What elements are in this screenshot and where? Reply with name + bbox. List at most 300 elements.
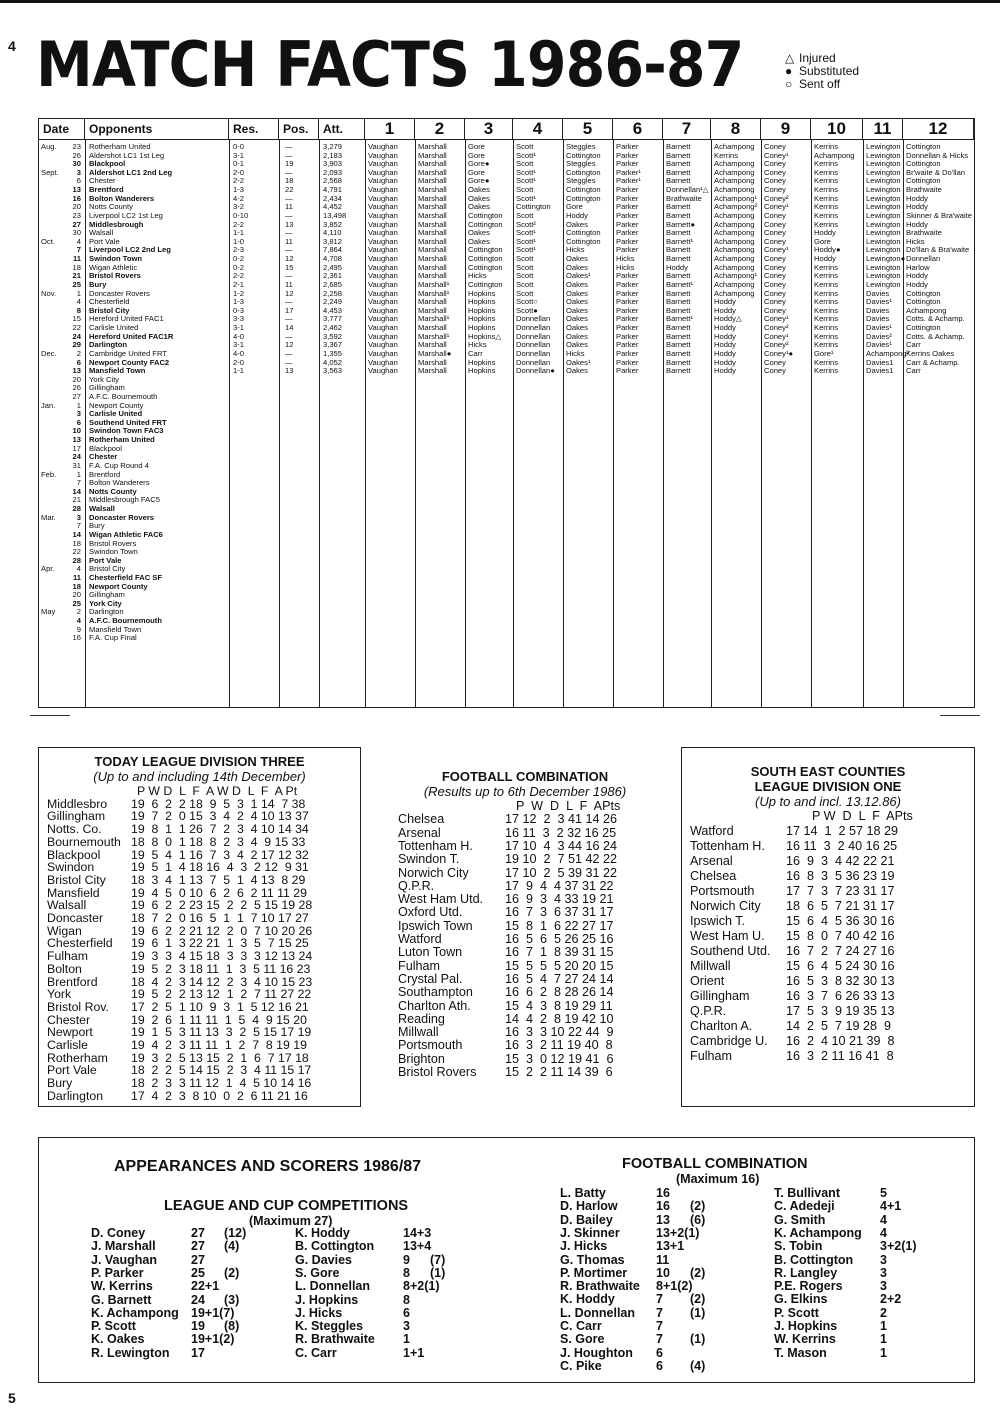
divider-right: [940, 715, 980, 716]
match-player: Kerrins: [814, 159, 839, 169]
sec-subtitle: (Up to and incl. 13.12.86): [755, 794, 901, 809]
match-player: Barnett: [666, 271, 691, 281]
match-player: Coney: [764, 305, 786, 315]
south-east-counties-box: [681, 747, 975, 1107]
match-player: Oakes: [468, 193, 490, 203]
match-player: Marshall: [418, 176, 447, 186]
team-name: Charlton Ath.: [398, 998, 471, 1013]
match-player: Parker: [616, 193, 639, 203]
match-player: Coney: [764, 297, 786, 307]
player-apps: 27: [191, 1226, 205, 1240]
match-player: Scott: [516, 288, 534, 298]
match-player: Cottington: [906, 159, 941, 169]
match-player: Hoddy: [566, 210, 588, 220]
match-opponent: Aldershot LC1 1st Leg: [89, 150, 165, 160]
match-result: 2-2: [233, 271, 244, 281]
match-row: [39, 583, 974, 592]
team-stats: 16 7 1 8 39 31 15: [505, 945, 614, 960]
match-player: Kerrins: [814, 193, 839, 203]
match-row: [39, 453, 974, 462]
match-player: Achampong: [714, 176, 755, 186]
match-opponent: Wigan Athletic: [89, 262, 138, 272]
team-stats: 16 6 2 8 28 26 14: [505, 985, 614, 1000]
match-player: Oakes: [566, 305, 588, 315]
match-player: Hoddy: [714, 305, 736, 315]
player-name: L. Donnellan: [295, 1279, 370, 1294]
player-apps: 27: [191, 1252, 205, 1267]
team-name: Arsenal: [398, 825, 441, 840]
team-stats: 18 7 2 0 16 5 1 1 7 10 17 27: [131, 911, 309, 925]
match-player: Barnett●: [666, 219, 696, 229]
team-name: Swindon T.: [398, 852, 460, 867]
match-day: 24: [72, 331, 81, 341]
match-player: Cottington: [566, 236, 601, 246]
team-name: Q.P.R.: [690, 1004, 727, 1018]
match-player: Hopkins: [468, 357, 496, 367]
match-player: Oakes: [566, 340, 588, 350]
player-name: K. Steggles: [295, 1319, 364, 1334]
team-name: Watford: [690, 824, 734, 838]
match-result: 0-1: [233, 159, 244, 169]
match-player: Marshall: [418, 236, 447, 246]
player-apps: 7: [656, 1319, 663, 1333]
match-player: Parker: [616, 159, 639, 169]
match-row: [39, 436, 974, 445]
match-player: Lewington: [866, 185, 901, 195]
match-player: Donnellan: [516, 331, 551, 341]
match-player: Achampong: [714, 245, 755, 255]
match-player: Achampong: [714, 262, 755, 272]
match-result: 0-3: [233, 305, 244, 315]
match-opponent: Gillingham: [89, 383, 125, 393]
match-player: Coney: [764, 279, 786, 289]
header-player-7: 7: [663, 119, 711, 139]
match-attendance: 2,183: [323, 150, 343, 160]
match-player: Gore●: [468, 159, 490, 169]
team-stats: 19 3 3 4 15 18 3 3 3 12 13 24: [131, 949, 313, 964]
header-att: Att.: [319, 119, 365, 139]
match-player: Coney¹: [764, 331, 789, 341]
match-opponent: Chesterfield: [89, 297, 130, 307]
player-name: J. Vaughan: [91, 1252, 157, 1267]
player-name: S. Gore: [560, 1332, 605, 1347]
player-goals: (6): [690, 1212, 706, 1227]
team-stats: 18 2 3 3 11 12 1 4 5 10 14 16: [131, 1076, 312, 1091]
match-position: —: [285, 271, 293, 281]
match-player: Scott: [516, 142, 534, 151]
match-attendance: 7,864: [323, 245, 343, 255]
match-attendance: 3,903: [323, 159, 343, 169]
match-player: Gore: [468, 150, 485, 160]
team-name: Reading: [398, 1011, 445, 1026]
match-player: Vaughan: [368, 279, 398, 289]
match-player: Skinner & Bra'waite: [906, 210, 973, 220]
match-result: 2-2: [233, 219, 244, 229]
match-player: Oakes: [566, 262, 588, 272]
match-result: 2-1: [233, 279, 244, 289]
header-opponents: Opponents: [85, 119, 229, 139]
player-goals: (2): [690, 1292, 706, 1307]
match-day: 16: [72, 193, 81, 203]
match-player: Cottington: [906, 288, 941, 298]
player-goals: (2): [690, 1199, 706, 1214]
match-opponent: Bristol Rovers: [89, 538, 137, 548]
match-attendance: 3,279: [323, 142, 343, 151]
match-player: Vaughan: [368, 245, 398, 255]
match-player: Parker: [616, 357, 639, 367]
match-opponent: Mansfield Town: [89, 366, 146, 376]
match-result: 4-2: [233, 193, 244, 203]
match-attendance: 2,495: [323, 262, 343, 272]
match-player: Parker: [616, 366, 639, 376]
match-row: [39, 419, 974, 428]
player-apps: 3: [880, 1279, 887, 1294]
player-apps: 19+1(7): [191, 1305, 235, 1320]
match-day: 11: [72, 573, 81, 582]
page-title: MATCH FACTS 1986-87: [36, 28, 744, 101]
team-stats: 16 11 3 2 32 16 25: [505, 825, 617, 840]
match-player: Gore: [566, 202, 583, 212]
match-player: Lewington: [866, 245, 901, 255]
match-player: Kerrins: [814, 262, 839, 272]
team-stats: 16 3 3 10 22 44 9: [505, 1025, 614, 1040]
match-month: Oct.: [41, 236, 55, 246]
player-name: C. Carr: [295, 1345, 337, 1360]
match-player: Cottington: [468, 279, 503, 289]
match-month: Jan.: [41, 400, 56, 410]
match-player: Hoddy△: [714, 314, 742, 324]
match-player: Coney: [764, 271, 786, 281]
player-name: J. Houghton: [560, 1345, 633, 1360]
team-stats: 16 5 4 7 27 24 14: [505, 971, 614, 986]
player-name: C. Pike: [560, 1358, 602, 1373]
match-day: 8: [76, 305, 81, 315]
team-stats: 15 4 3 8 19 29 11: [505, 998, 613, 1013]
match-row: [39, 393, 974, 402]
match-row: [39, 617, 974, 626]
header-date: Date: [39, 119, 85, 139]
match-player: Hoddy: [814, 228, 836, 238]
match-player: Coney: [764, 228, 786, 238]
combination-apps-title: FOOTBALL COMBINATION: [622, 1156, 808, 1172]
match-player: Kerrins: [814, 210, 839, 220]
match-player: Cotts. & Achamp.: [906, 314, 965, 324]
table-header: P W D L F A W D L F A Pt: [137, 784, 298, 798]
team-name: Tottenham H.: [398, 838, 473, 853]
team-stats: 16 3 2 11 19 40 8: [505, 1038, 613, 1053]
team-name: Blackpool: [47, 847, 101, 862]
team-name: Chelsea: [398, 812, 445, 827]
match-row: [39, 462, 974, 471]
player-goals: (12): [224, 1226, 247, 1240]
player-apps: 13: [656, 1212, 670, 1227]
team-name: Norwich City: [690, 899, 761, 913]
match-attendance: 4,708: [323, 254, 343, 264]
match-position: —: [285, 150, 293, 160]
match-player: Vaughan: [368, 142, 398, 151]
match-player: Kerrins: [814, 219, 839, 229]
match-player: Vaughan: [368, 185, 398, 195]
match-opponent: Notts County: [89, 486, 137, 496]
match-player: Marshall: [418, 271, 447, 281]
match-player: Davies¹: [866, 340, 892, 350]
player-name: L. Batty: [560, 1186, 606, 1200]
player-apps: 14+3: [403, 1226, 432, 1240]
match-player: Parker: [616, 279, 639, 289]
match-result: 1-3: [233, 185, 244, 195]
match-day: 20: [72, 202, 81, 212]
match-player: Hoddy: [906, 219, 928, 229]
match-player: Hicks: [566, 348, 585, 358]
match-opponent: Newport County FAC2: [89, 357, 170, 367]
team-name: Bristol Rovers: [398, 1065, 477, 1079]
match-attendance: 2,434: [323, 193, 343, 203]
team-stats: 19 4 5 0 10 6 2 6 2 11 11 29: [131, 885, 307, 900]
match-player: Hopkins: [468, 314, 496, 324]
match-day: 21: [72, 495, 81, 505]
player-apps: 7: [656, 1332, 663, 1347]
match-player: Kerrins Oakes: [906, 348, 955, 358]
match-player: Hopkins: [468, 288, 496, 298]
match-player: Barnett: [666, 340, 691, 350]
match-player: Donnellan: [516, 357, 551, 367]
match-player: Scott²: [516, 219, 536, 229]
match-day: 18: [72, 581, 81, 591]
match-position: —: [285, 331, 293, 341]
match-player: Barnett: [666, 297, 691, 307]
match-player: Gore●: [468, 176, 490, 186]
match-result: 0-10: [233, 210, 249, 220]
match-player: Barnett¹: [666, 279, 694, 289]
match-player: Kerrins: [814, 366, 839, 376]
player-apps: 6: [656, 1345, 663, 1360]
match-attendance: 1,355: [323, 348, 343, 358]
page-number-top: 4: [8, 38, 16, 54]
match-player: Oakes: [566, 279, 588, 289]
match-position: —: [285, 167, 293, 177]
match-attendance: 2,462: [323, 323, 343, 333]
match-player: Donnellan●: [516, 366, 555, 376]
header-player-12: 12: [903, 119, 974, 139]
player-name: P. Parker: [91, 1265, 144, 1280]
match-player: Lewington●: [866, 254, 906, 264]
match-player: Marshall: [418, 305, 447, 315]
match-player: Cottington: [468, 219, 503, 229]
match-position: 11: [285, 236, 293, 246]
match-day: 1: [76, 469, 81, 479]
player-apps: 9: [403, 1252, 410, 1267]
match-day: 2: [76, 607, 81, 617]
match-result: 4-0: [233, 348, 244, 358]
match-opponent: Liverpool LC2 2nd Leg: [89, 245, 171, 255]
match-player: Scott¹: [516, 228, 536, 238]
team-stats: 19 5 2 3 18 11 1 3 5 11 16 23: [131, 961, 311, 976]
sec-title-1: SOUTH EAST COUNTIES: [750, 764, 906, 779]
header-player-3: 3: [465, 119, 513, 139]
header-player-2: 2: [415, 119, 465, 139]
match-player: Hoddy: [714, 323, 736, 333]
match-player: Achampong: [814, 150, 855, 160]
match-row: [39, 574, 974, 583]
player-apps: 2+2: [880, 1292, 902, 1307]
match-player: Cottington: [566, 185, 601, 195]
match-day: 28: [72, 504, 81, 514]
team-stats: 15 5 5 5 20 20 15: [505, 958, 614, 973]
team-name: Fulham: [398, 958, 440, 973]
match-opponent: Bury: [89, 279, 107, 289]
team-name: Bournemouth: [47, 834, 121, 849]
player-apps: 6: [656, 1358, 663, 1373]
team-stats: 19 7 2 0 15 3 4 2 4 10 13 37: [131, 809, 309, 824]
match-position: —: [285, 142, 293, 151]
team-name: Crystal Pal.: [398, 971, 463, 986]
match-player: Hoddy: [906, 202, 928, 212]
team-stats: 17 9 4 4 37 31 22: [505, 878, 614, 893]
match-result: 1-2: [233, 288, 244, 298]
match-day: 31: [72, 460, 81, 470]
match-player: Oakes: [566, 297, 588, 307]
match-day: 6: [76, 176, 81, 186]
team-name: Bolton: [47, 961, 82, 976]
match-player: Coney²: [764, 340, 789, 350]
match-player: Achampong: [714, 279, 755, 289]
match-position: —: [285, 297, 293, 307]
player-apps: 13+2(1): [656, 1225, 700, 1240]
match-player: Gore¹: [814, 348, 834, 358]
match-player: Kerrins: [814, 323, 839, 333]
match-player: Oakes: [566, 331, 588, 341]
match-player: Kerrins: [814, 202, 839, 212]
team-name: Q.P.R.: [398, 878, 435, 893]
player-goals: (1): [690, 1332, 706, 1347]
match-player: Marshall: [418, 202, 447, 212]
match-row: [39, 376, 974, 385]
player-apps: 27: [191, 1239, 205, 1254]
match-opponent: Bury: [89, 521, 105, 531]
player-apps: 16: [656, 1199, 670, 1214]
match-player: Coney: [764, 262, 786, 272]
match-player: Oakes: [566, 366, 588, 376]
match-player: Vaughan: [368, 348, 398, 358]
player-apps: 1+1: [403, 1345, 425, 1360]
player-apps: 24: [191, 1292, 205, 1307]
match-position: 15: [285, 262, 294, 272]
match-opponent: Rotherham United: [89, 142, 151, 151]
match-player: Barnett: [666, 210, 691, 220]
match-player: Parker: [616, 323, 639, 333]
player-name: G. Thomas: [560, 1252, 625, 1267]
match-player: Marshall: [418, 254, 447, 264]
match-player: Achampong: [714, 219, 755, 229]
match-result: 1-3: [233, 297, 244, 307]
header-pos: Pos.: [279, 119, 319, 139]
player-name: D. Harlow: [560, 1199, 618, 1214]
match-opponent: Darlington: [89, 607, 124, 617]
match-player: Donnellan: [516, 340, 551, 350]
team-name: Darlington: [47, 1088, 104, 1103]
team-stats: 15 8 1 6 22 27 17: [505, 918, 614, 933]
match-player: Lewington: [866, 271, 901, 281]
match-player: Marshall: [418, 366, 447, 376]
player-name: R. Lewington: [91, 1345, 170, 1360]
match-player: Vaughan: [368, 176, 398, 186]
player-name: G. Barnett: [91, 1292, 152, 1307]
match-opponent: Chesterfield FAC SF: [89, 573, 162, 582]
team-stats: 19 6 1 3 22 21 1 3 5 7 15 25: [131, 936, 309, 951]
match-player: Cottington: [516, 202, 551, 212]
match-player: Vaughan: [368, 271, 398, 281]
match-player: Vaughan: [368, 340, 398, 350]
league-div3-title: TODAY LEAGUE DIVISION THREE: [94, 754, 305, 769]
table-header: P W D L F APts: [516, 799, 621, 813]
match-attendance: 2,258: [323, 288, 343, 298]
match-day: 4: [76, 297, 81, 307]
appearances-maximum: (Maximum 27): [249, 1214, 333, 1228]
match-player: Hoddy: [814, 254, 836, 264]
match-player: Vaughan: [368, 228, 398, 238]
player-apps: 13+4: [403, 1239, 432, 1254]
match-opponent: Liverpool LC2 1st Leg: [89, 210, 163, 220]
match-row: [39, 540, 974, 549]
match-player: Coney: [764, 167, 786, 177]
team-stats: 19 6 2 2 18 9 5 3 1 14 7 38: [131, 796, 306, 811]
match-player: Coney¹: [764, 202, 789, 212]
match-player: Vaughan: [368, 366, 398, 376]
match-player: Coney²: [764, 193, 789, 203]
match-position: 17: [285, 305, 294, 315]
match-player: Marshall: [418, 185, 447, 195]
header-player-6: 6: [613, 119, 663, 139]
player-goals: (2): [690, 1265, 706, 1280]
team-stats: 16 5 3 8 32 30 13: [786, 974, 895, 988]
match-player: Coney: [764, 159, 786, 169]
match-player: Oakes: [468, 202, 490, 212]
match-player: Coney: [764, 254, 786, 264]
match-row: [39, 367, 974, 376]
match-player: Coney: [764, 236, 786, 246]
header-player-9: 9: [761, 119, 811, 139]
match-player: Hoddy: [906, 279, 928, 289]
match-attendance: 3,592: [323, 331, 343, 341]
match-player: Hopkins: [468, 323, 496, 333]
match-player: Coney¹: [764, 245, 789, 255]
match-player: Coney¹: [764, 314, 789, 324]
match-row: [39, 410, 974, 419]
match-attendance: 2,568: [323, 176, 343, 186]
match-player: Vaughan: [368, 150, 398, 160]
match-player: Achampong: [714, 159, 755, 169]
combination-apps-maximum: (Maximum 16): [676, 1172, 760, 1186]
team-name: Wigan: [47, 923, 82, 938]
match-player: Coney: [764, 142, 786, 151]
match-day: 29: [72, 340, 81, 350]
team-name: Walsall: [47, 898, 87, 913]
match-position: 14: [285, 323, 294, 333]
match-day: 17: [72, 443, 81, 453]
legend-substituted: ● Substituted: [785, 64, 860, 78]
match-player: Kerrins: [814, 340, 839, 350]
match-player: Parker¹: [616, 167, 641, 177]
match-opponent: A.F.C. Bournemouth: [89, 616, 162, 626]
team-name: Tottenham H.: [690, 839, 765, 853]
team-name: Bury: [47, 1076, 73, 1091]
match-position: —: [285, 210, 293, 220]
team-stats: 19 2 6 1 11 11 1 5 4 9 15 20: [131, 1012, 307, 1027]
team-name: Gillingham: [690, 989, 750, 1003]
team-stats: 18 8 0 1 18 8 2 3 4 9 15 33: [131, 834, 306, 849]
match-player: Carr: [468, 348, 483, 358]
player-name: P. Scott: [774, 1305, 819, 1320]
